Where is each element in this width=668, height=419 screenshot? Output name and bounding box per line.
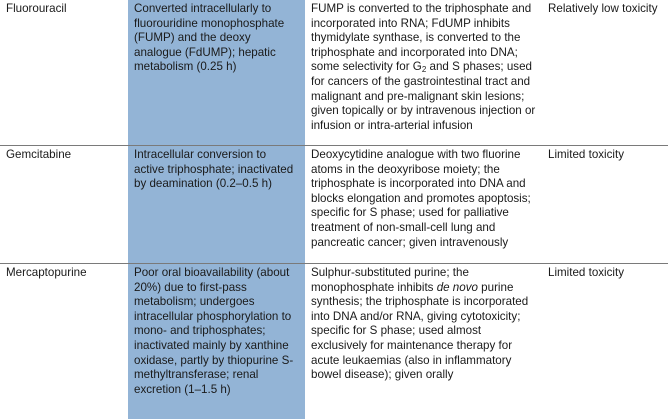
mechanism-text: FUMP is converted to the triphosphate and incorporated into RNA; FdUMP inhibits thymidylate synthase, is converted to the triphosphate and incorporated into DNA; some selectivity for G (311, 2, 531, 73)
drug-name-cell: Gemcitabine (0, 146, 128, 264)
mechanism-text: and S phases; used for cancers of the gastrointestinal tract and malignant and pre-malignant skin lesions; given topically or by intravenous injection or infusion or intra-arterial infusion (311, 60, 535, 131)
emphasis-text: de novo (437, 281, 478, 294)
drug-name-cell: Mercaptopurine (0, 264, 128, 419)
toxicity-cell: Limited toxicity (542, 264, 668, 419)
subscript-text: 2 (422, 65, 426, 74)
pharmacokinetics-cell: Poor oral bioavailability (about 20%) due to first-pass metabolism; undergoes intracellular phosphorylation to mono- and triphosphates; inactivated mainly by xanthine oxidase, partly by thiopurine S-methyltransferase; renal excretion (1–1.5 h) (128, 264, 305, 419)
table-row (0, 146, 668, 264)
pharmacokinetics-cell: Converted intracellularly to fluorouridine monophosphate (FUMP) and the deoxy analogue (FdUMP); hepatic metabolism (0.25 h) (128, 0, 305, 146)
table-row (0, 264, 668, 419)
mechanism-cell (305, 0, 542, 146)
mechanism-text: Sulphur-substituted purine; the monophosphate inhibits (311, 266, 469, 294)
toxicity-cell: Relatively low toxicity (542, 0, 668, 146)
mechanism-text: purine synthesis; the triphosphate is incorporated into DNA and/or RNA, giving cytotoxicity; specific for S phase; used almost exclusively for maintenance therapy for acute leukaemias (also in inflammatory bowel disease); given orally (311, 281, 528, 382)
mechanism-cell: Deoxycytidine analogue with two fluorine atoms in the deoxyribose moiety; the triphosphate is incorporated into DNA and blocks elongation and promotes apoptosis; specific for S phase; used for palliative treatment of non-small-cell lung and pancreatic cancer; given intravenously (305, 146, 542, 264)
mechanism-cell (305, 264, 542, 419)
table-row (0, 0, 668, 146)
toxicity-cell: Limited toxicity (542, 146, 668, 264)
pharmacokinetics-cell: Intracellular conversion to active triphosphate; inactivated by deamination (0.2–0.5 h) (128, 146, 305, 264)
drug-name-cell: Fluorouracil (0, 0, 128, 146)
